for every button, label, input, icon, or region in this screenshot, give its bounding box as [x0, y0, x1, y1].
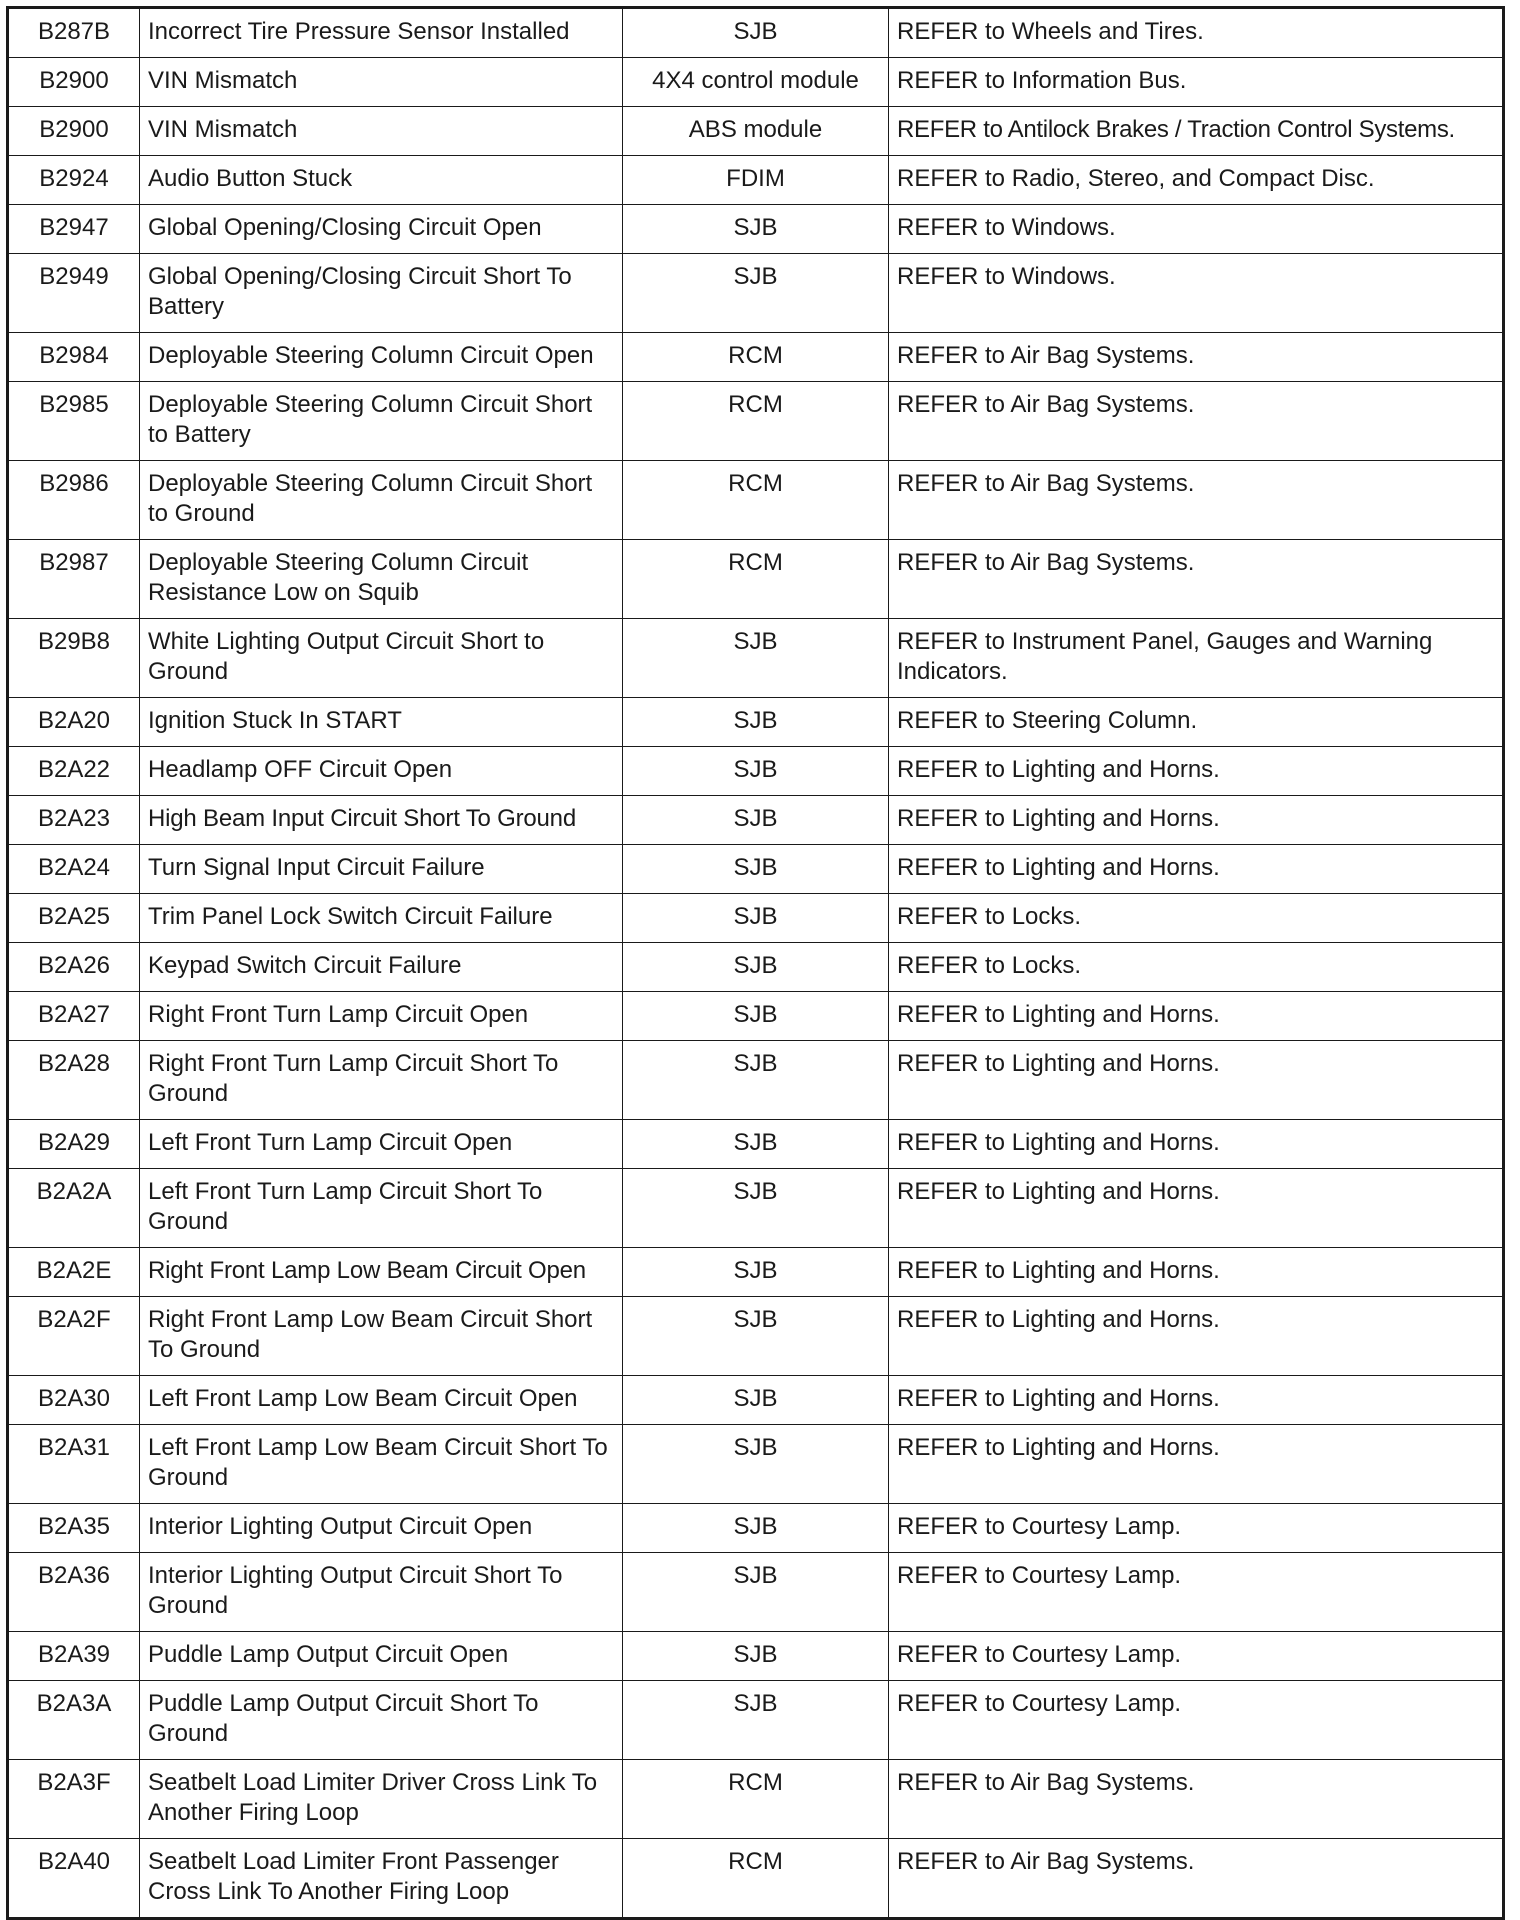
table-row	[8, 1839, 1504, 1919]
dtc-action: REFER to Lighting and Horns.	[889, 845, 1504, 894]
dtc-action: REFER to Air Bag Systems.	[889, 382, 1504, 461]
dtc-action: REFER to Antilock Brakes / Traction Control Systems.	[889, 107, 1504, 156]
dtc-module: RCM	[623, 382, 889, 461]
dtc-code: B2A28	[8, 1041, 140, 1120]
dtc-module: SJB	[623, 698, 889, 747]
dtc-description: Left Front Lamp Low Beam Circuit Open	[140, 1376, 623, 1425]
dtc-action: REFER to Lighting and Horns.	[889, 1169, 1504, 1248]
table-row	[8, 8, 1504, 58]
dtc-table	[6, 6, 1505, 1920]
dtc-module: SJB	[623, 1041, 889, 1120]
dtc-module: SJB	[623, 1376, 889, 1425]
dtc-code: B2A29	[8, 1120, 140, 1169]
dtc-action: REFER to Windows.	[889, 205, 1504, 254]
table-row	[8, 943, 1504, 992]
dtc-code: B2A23	[8, 796, 140, 845]
table-row	[8, 58, 1504, 107]
table-row	[8, 156, 1504, 205]
table-row	[8, 619, 1504, 698]
dtc-action: REFER to Lighting and Horns.	[889, 1041, 1504, 1120]
dtc-code: B2A22	[8, 747, 140, 796]
dtc-action: REFER to Courtesy Lamp.	[889, 1681, 1504, 1760]
dtc-description: Puddle Lamp Output Circuit Short To Ground	[140, 1681, 623, 1760]
dtc-module: SJB	[623, 619, 889, 698]
dtc-code: B2949	[8, 254, 140, 333]
dtc-module: SJB	[623, 1297, 889, 1376]
dtc-module: SJB	[623, 1632, 889, 1681]
dtc-module: SJB	[623, 845, 889, 894]
dtc-module: RCM	[623, 1760, 889, 1839]
dtc-code: B2A20	[8, 698, 140, 747]
dtc-code: B2A40	[8, 1839, 140, 1919]
dtc-action: REFER to Lighting and Horns.	[889, 1120, 1504, 1169]
dtc-action: REFER to Information Bus.	[889, 58, 1504, 107]
dtc-description: Seatbelt Load Limiter Front Passenger Cross Link To Another Firing Loop	[140, 1839, 623, 1919]
table-row	[8, 1681, 1504, 1760]
dtc-action: REFER to Windows.	[889, 254, 1504, 333]
table-row	[8, 1041, 1504, 1120]
dtc-module: SJB	[623, 1169, 889, 1248]
dtc-action: REFER to Lighting and Horns.	[889, 1248, 1504, 1297]
table-row	[8, 747, 1504, 796]
dtc-module: RCM	[623, 333, 889, 382]
dtc-module: SJB	[623, 1248, 889, 1297]
table-row	[8, 205, 1504, 254]
dtc-description: Turn Signal Input Circuit Failure	[140, 845, 623, 894]
dtc-description: Right Front Turn Lamp Circuit Short To Ground	[140, 1041, 623, 1120]
dtc-module: SJB	[623, 205, 889, 254]
table-row	[8, 1120, 1504, 1169]
dtc-module: RCM	[623, 461, 889, 540]
dtc-code: B2A35	[8, 1504, 140, 1553]
dtc-description: VIN Mismatch	[140, 58, 623, 107]
dtc-code: B2984	[8, 333, 140, 382]
table-row	[8, 254, 1504, 333]
dtc-action: REFER to Lighting and Horns.	[889, 1297, 1504, 1376]
dtc-module: SJB	[623, 894, 889, 943]
dtc-action: REFER to Lighting and Horns.	[889, 1425, 1504, 1504]
dtc-description: Puddle Lamp Output Circuit Open	[140, 1632, 623, 1681]
dtc-action: REFER to Instrument Panel, Gauges and Warning Indicators.	[889, 619, 1504, 698]
dtc-module: RCM	[623, 1839, 889, 1919]
table-row	[8, 1504, 1504, 1553]
dtc-description: Deployable Steering Column Circuit Short to Ground	[140, 461, 623, 540]
dtc-module: RCM	[623, 540, 889, 619]
dtc-description: Global Opening/Closing Circuit Open	[140, 205, 623, 254]
table-row	[8, 1376, 1504, 1425]
dtc-action: REFER to Air Bag Systems.	[889, 1760, 1504, 1839]
dtc-code: B2A25	[8, 894, 140, 943]
dtc-module: SJB	[623, 992, 889, 1041]
dtc-module: 4X4 control module	[623, 58, 889, 107]
dtc-action: REFER to Steering Column.	[889, 698, 1504, 747]
dtc-action: REFER to Lighting and Horns.	[889, 747, 1504, 796]
dtc-description: Seatbelt Load Limiter Driver Cross Link To Another Firing Loop	[140, 1760, 623, 1839]
table-row	[8, 1632, 1504, 1681]
table-row	[8, 796, 1504, 845]
dtc-code: B2A2E	[8, 1248, 140, 1297]
table-row	[8, 1553, 1504, 1632]
dtc-module: FDIM	[623, 156, 889, 205]
dtc-action: REFER to Lighting and Horns.	[889, 1376, 1504, 1425]
dtc-action: REFER to Air Bag Systems.	[889, 540, 1504, 619]
table-row	[8, 107, 1504, 156]
dtc-code: B2A2A	[8, 1169, 140, 1248]
dtc-action: REFER to Air Bag Systems.	[889, 333, 1504, 382]
dtc-action: REFER to Courtesy Lamp.	[889, 1504, 1504, 1553]
table-row	[8, 540, 1504, 619]
dtc-code: B2A3A	[8, 1681, 140, 1760]
dtc-description: Ignition Stuck In START	[140, 698, 623, 747]
dtc-code: B2987	[8, 540, 140, 619]
dtc-code: B2900	[8, 58, 140, 107]
dtc-code: B29B8	[8, 619, 140, 698]
dtc-module: SJB	[623, 1504, 889, 1553]
dtc-module: SJB	[623, 1553, 889, 1632]
dtc-action: REFER to Locks.	[889, 943, 1504, 992]
table-row	[8, 845, 1504, 894]
dtc-description: Trim Panel Lock Switch Circuit Failure	[140, 894, 623, 943]
table-row	[8, 333, 1504, 382]
dtc-action: REFER to Courtesy Lamp.	[889, 1632, 1504, 1681]
dtc-module: SJB	[623, 1120, 889, 1169]
dtc-module: SJB	[623, 254, 889, 333]
dtc-code: B2A30	[8, 1376, 140, 1425]
dtc-description: Left Front Turn Lamp Circuit Short To Ground	[140, 1169, 623, 1248]
dtc-code: B2A3F	[8, 1760, 140, 1839]
table-row	[8, 461, 1504, 540]
dtc-action: REFER to Radio, Stereo, and Compact Disc.	[889, 156, 1504, 205]
dtc-action: REFER to Air Bag Systems.	[889, 1839, 1504, 1919]
dtc-module: SJB	[623, 747, 889, 796]
dtc-description: Right Front Lamp Low Beam Circuit Open	[140, 1248, 623, 1297]
table-row	[8, 992, 1504, 1041]
dtc-table-body	[8, 8, 1504, 1919]
table-row	[8, 1169, 1504, 1248]
dtc-action: REFER to Lighting and Horns.	[889, 992, 1504, 1041]
dtc-description: Deployable Steering Column Circuit Short to Battery	[140, 382, 623, 461]
dtc-module: SJB	[623, 1425, 889, 1504]
dtc-description: Right Front Lamp Low Beam Circuit Short To Ground	[140, 1297, 623, 1376]
dtc-description: Deployable Steering Column Circuit Resistance Low on Squib	[140, 540, 623, 619]
dtc-code: B2947	[8, 205, 140, 254]
table-row	[8, 1248, 1504, 1297]
dtc-description: Interior Lighting Output Circuit Open	[140, 1504, 623, 1553]
dtc-code: B2986	[8, 461, 140, 540]
dtc-description: Audio Button Stuck	[140, 156, 623, 205]
dtc-description: Global Opening/Closing Circuit Short To Battery	[140, 254, 623, 333]
dtc-action: REFER to Courtesy Lamp.	[889, 1553, 1504, 1632]
dtc-action: REFER to Lighting and Horns.	[889, 796, 1504, 845]
dtc-description: VIN Mismatch	[140, 107, 623, 156]
table-row	[8, 382, 1504, 461]
dtc-code: B2924	[8, 156, 140, 205]
dtc-code: B2A36	[8, 1553, 140, 1632]
dtc-description: Right Front Turn Lamp Circuit Open	[140, 992, 623, 1041]
dtc-description: High Beam Input Circuit Short To Ground	[140, 796, 623, 845]
dtc-code: B287B	[8, 8, 140, 58]
table-row	[8, 698, 1504, 747]
dtc-code: B2985	[8, 382, 140, 461]
dtc-code: B2A27	[8, 992, 140, 1041]
dtc-description: Left Front Turn Lamp Circuit Open	[140, 1120, 623, 1169]
dtc-action: REFER to Air Bag Systems.	[889, 461, 1504, 540]
dtc-module: ABS module	[623, 107, 889, 156]
dtc-action: REFER to Wheels and Tires.	[889, 8, 1504, 58]
dtc-action: REFER to Locks.	[889, 894, 1504, 943]
dtc-description: Headlamp OFF Circuit Open	[140, 747, 623, 796]
dtc-code: B2A26	[8, 943, 140, 992]
table-row	[8, 1425, 1504, 1504]
dtc-description: Keypad Switch Circuit Failure	[140, 943, 623, 992]
dtc-description: Deployable Steering Column Circuit Open	[140, 333, 623, 382]
dtc-code: B2900	[8, 107, 140, 156]
table-row	[8, 1760, 1504, 1839]
dtc-code: B2A39	[8, 1632, 140, 1681]
dtc-description: Incorrect Tire Pressure Sensor Installed	[140, 8, 623, 58]
dtc-description: Left Front Lamp Low Beam Circuit Short To Ground	[140, 1425, 623, 1504]
dtc-module: SJB	[623, 943, 889, 992]
dtc-module: SJB	[623, 1681, 889, 1760]
dtc-code: B2A31	[8, 1425, 140, 1504]
dtc-code: B2A24	[8, 845, 140, 894]
dtc-module: SJB	[623, 796, 889, 845]
table-row	[8, 894, 1504, 943]
table-row	[8, 1297, 1504, 1376]
dtc-module: SJB	[623, 8, 889, 58]
dtc-description: White Lighting Output Circuit Short to Ground	[140, 619, 623, 698]
dtc-code: B2A2F	[8, 1297, 140, 1376]
dtc-description: Interior Lighting Output Circuit Short To Ground	[140, 1553, 623, 1632]
